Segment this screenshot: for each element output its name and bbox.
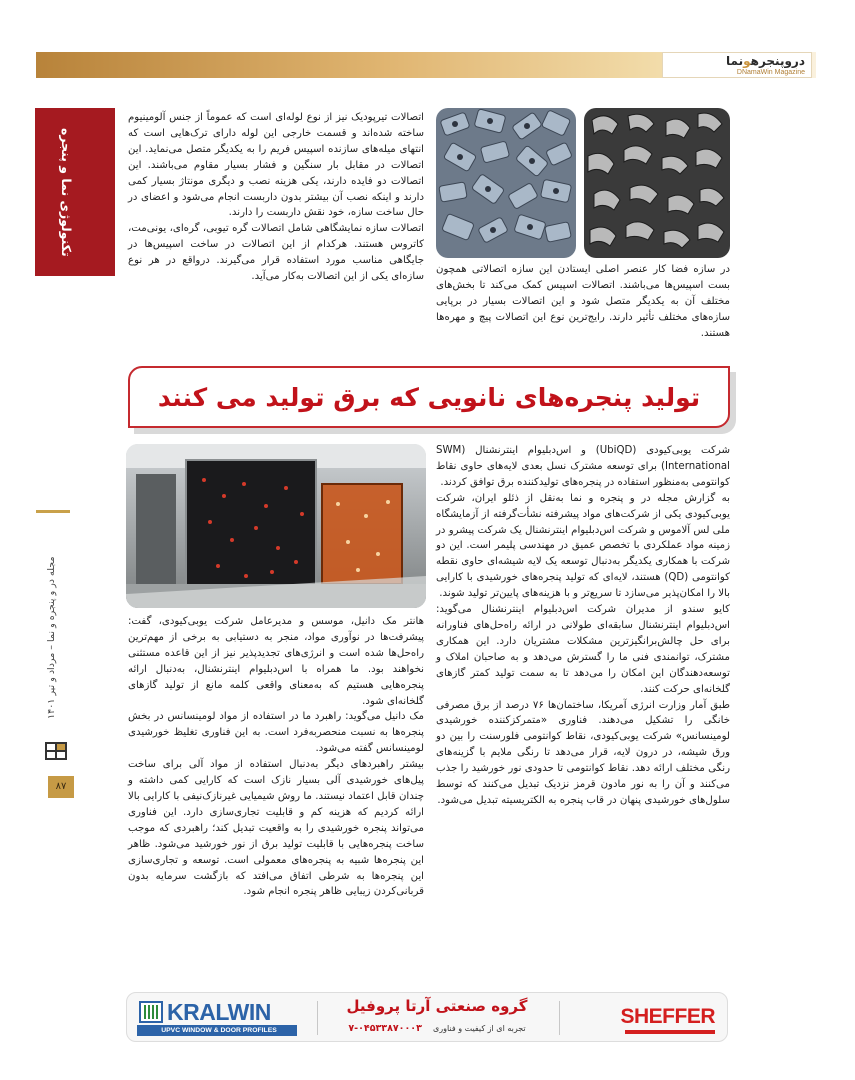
title-banner xyxy=(128,366,730,428)
photo-space-frame-joints-blue xyxy=(436,108,576,258)
article-left-column xyxy=(128,614,424,900)
paragraph: شرکت یوبی‌کیودی (UbiQD) و اس‌دبلیوام اینترنشنال (SWM International) برای توسعه مشترک نسل بعدی لایه‌های حاوی نقاط کوانتومی به‌منظور استفاده در پنجره‌های تولیدکننده برق توافق کردند. xyxy=(436,445,730,488)
sheffer-logo xyxy=(619,999,715,1037)
ad-divider xyxy=(317,1001,318,1035)
intro-right-column xyxy=(436,262,730,342)
paragraph: مک دانیل می‌گوید: راهبرد ما در استفاده از مواد لومینسانس در بخش پنجره‌ها به نسبت منحصربه‌فرد است. به این فناوری تغلیظ خورشیدی لومینسانس گفته می‌شود. xyxy=(128,711,424,755)
company-name: گروه صنعتی آرتا پروفیل xyxy=(346,997,528,1015)
paragraph: بیشتر راهبردهای دیگر به‌دنبال استفاده از مواد آلی برای ساخت پیل‌های خورشیدی آلی بسیار نازک است که کارایی کمی داشته و چندان قابل اعتماد نیستند. ما روش شیمیایی غیرنازک‌نیفی با کارایی بالا ارائه کردیم که هزینه کم و قابلیت تجاری‌سازی دارد. این فناوری می‌تواند پنجره خورشیدی را به واقعیت تبدیل کند؛ راهبردی که موجب ساخت پنجره‌هایی با قابلیت تولید برق از نور خورشید می‌شود. ظاهر این پنجره‌ها شبیه به پنجره‌های معمولی است. توسعه و تجاری‌سازی این پنجره‌ها به شرطی اتفاق می‌افتد که بازگشت سرمایه بدون قربانی‌کردن زیبایی ظاهر پنجره انجام شود. xyxy=(128,759,424,898)
ad-divider xyxy=(559,1001,560,1035)
paragraph: هانتر مک دانیل، موسس و مدیرعامل شرکت یوبی‌کیودی، گفت: پیشرفت‌ها در نوآوری مواد، منجر به دستیابی به برخی از مهم‌ترین راه‌حل‌ها شده است و انرژی‌های تجدیدپذیر نیز از این قاعده مستثنی نخواهند بود. ما همراه با اس‌دبلیوام اینترنشنال، به‌دنبال ارائه پنجره‌هایی هستیم که به‌معنای واقعی کلمه مانع از تولید گازهای گلخانه‌ای شود. xyxy=(128,616,424,707)
page-number: ۸۷ xyxy=(48,776,74,798)
sheffer-wordmark: SHEFFER xyxy=(620,1005,715,1028)
ad-company-info xyxy=(327,997,547,1039)
magazine-logo xyxy=(662,52,812,78)
paragraph: در سازه فضا کار عنصر اصلی ایستادن این سازه اتصالاتی همچون بست اسپیس‌ها می‌باشند. اتصالات اسپیس کمک می‌کند تا بخش‌های مختلف آن به یکدیگر متصل شود و این اتصالات بسیار در برپایی سازه‌های مختلف تأثیر دارند. رایج‌ترین نوع این اتصالات پیچ و مهره‌ها هستند. xyxy=(436,264,730,339)
article-right-column xyxy=(436,443,730,809)
kralwin-logo xyxy=(137,999,309,1037)
paragraph: به گزارش مجله در و پنجره و نما به‌نقل از ذئلو ایران، شرکت یوبی‌کیودی یکی از شرکت‌های مواد پیشرفته نشأت‌گرفته از آزمایشگاه ملی لس آلاموس و شرکت اس‌دبلیوام اینترنشنال یک شرکت پیشرو در زمینه مواد عملکردی با تخصص عمیق در مهندسی پلیمر است. این دو شرکت با همکاری یکدیگر به‌دنبال توسعه یک لایه شیشه‌ای حاوی نقطه کوانتومی (QD) هستند، لایه‌ای که تولید پنجره‌های خورشیدی با کارایی بالا را امکان‌پذیر می‌سازد تا سریع‌تر و با هزینه‌های پایین‌تر تولید شوند. xyxy=(436,492,731,600)
section-title: تکنولوژی نما و پنجره xyxy=(59,127,74,257)
photo-space-frame-joints-dark xyxy=(584,108,730,258)
window-logo-icon xyxy=(45,742,67,760)
paragraph: طبق آمار وزارت انرژی آمریکا، ساختمان‌ها ۷۶ درصد از برق مصرفی خانگی را تشکیل می‌دهند. فناوری «متمرکزکننده خورشیدی لومینسانس» شرکت یوبی‌کیودی، نقاط کوانتومی فلورسنت را بین دو ورق شیشه، در درون لایه، قرار می‌دهد تا رنگی ملایم با گزینه‌های رنگی مختلف ارائه دهد. نقاط کوانتومی تا حدودی نور خورشید را جذب می‌کنند و آن را به نور مادون قرمز نزدیک تبدیل می‌کنند که توسط سلول‌های خورشیدی پنهان در قاب پنجره به الکتریسیته تبدیل می‌شود. xyxy=(436,699,730,806)
paragraph: کایو سندو از مدیران شرکت اس‌دبلیوام اینترنشنال می‌گوید: اس‌دبلیوام اینترنشنال سابقه‌ای طولانی در ارائه راه‌حل‌های فناورانه برای حل چالش‌برانگیزترین مشکلات مشتریان دارد. این همکاری مشترک، توانمندی فنی ما را گسترش می‌دهد و به صاحبان املاک و توسعه‌دهندگان این امکان را می‌دهد تا به سمت تولید کمتر گازهای گلخانه‌ای حرکت کنند. xyxy=(436,604,730,695)
company-phone: ۰۴۵۳۳۸۷۰۰۰۳-۷ xyxy=(348,1023,422,1034)
logo-subtitle: DNamaWin Magazine xyxy=(736,69,805,76)
advertisement-banner[interactable] xyxy=(126,992,728,1042)
intro-left-column xyxy=(128,110,424,285)
window-frame-icon xyxy=(139,1001,163,1023)
photo-solar-glass-panels xyxy=(126,444,426,608)
sheffer-underline xyxy=(625,1030,715,1034)
masthead-bar xyxy=(36,52,816,78)
paragraph: اتصالات سازه نمایشگاهی شامل اتصالات گره تیوبی، گره‌ای، یونی‌مت، کاتروس هستند. هرکدام از این اتصالات در ساخت اسپیس‌ها در جایگاهی مناسب مورد استفاده قرار می‌گیرند. درواقع در هر نوع سازه‌ای یکی از این اتصالات به‌کار می‌آید. xyxy=(128,223,424,283)
magazine-issue-title: مجله در و پنجره و نما – مرداد و تیر ۱۴۰۱ xyxy=(46,556,57,720)
paragraph: اتصالات تیرپودیک نیز از نوع لوله‌ای است که عموماً از جنس آلومینیوم ساخته شده‌اند و قسمت خارجی این لوله دارای ترک‌هایی است که انتهای میله‌های سازنده اسپیس فریم را به یکدیگر متصل می‌نماید. این اتصالات در مقابل بار سنگین و فشار بسیار مقاوم می‌باشند. این اتصالات دو فایده دارند، یکی هزینه نصب و دیگری مونتاژ بسیار کمی دارند و اینکه نصب آن بیشتر بدون داربست انجام می‌شود و اعضای در حال ساخت سازه، خود نقش داربست را دارند. xyxy=(128,112,424,219)
company-slogan: تجربه ای از کیفیت و فناوری xyxy=(432,1024,526,1033)
kralwin-wordmark: KRALWIN xyxy=(167,999,271,1025)
kralwin-tagline: UPVC WINDOW & DOOR PROFILES xyxy=(161,1027,277,1034)
logo-wordmark: دروپنجرهونما xyxy=(726,54,805,68)
sidebar-divider xyxy=(36,510,70,513)
article-title: تولید پنجره‌های نانویی که برق تولید می کنند xyxy=(157,383,701,412)
